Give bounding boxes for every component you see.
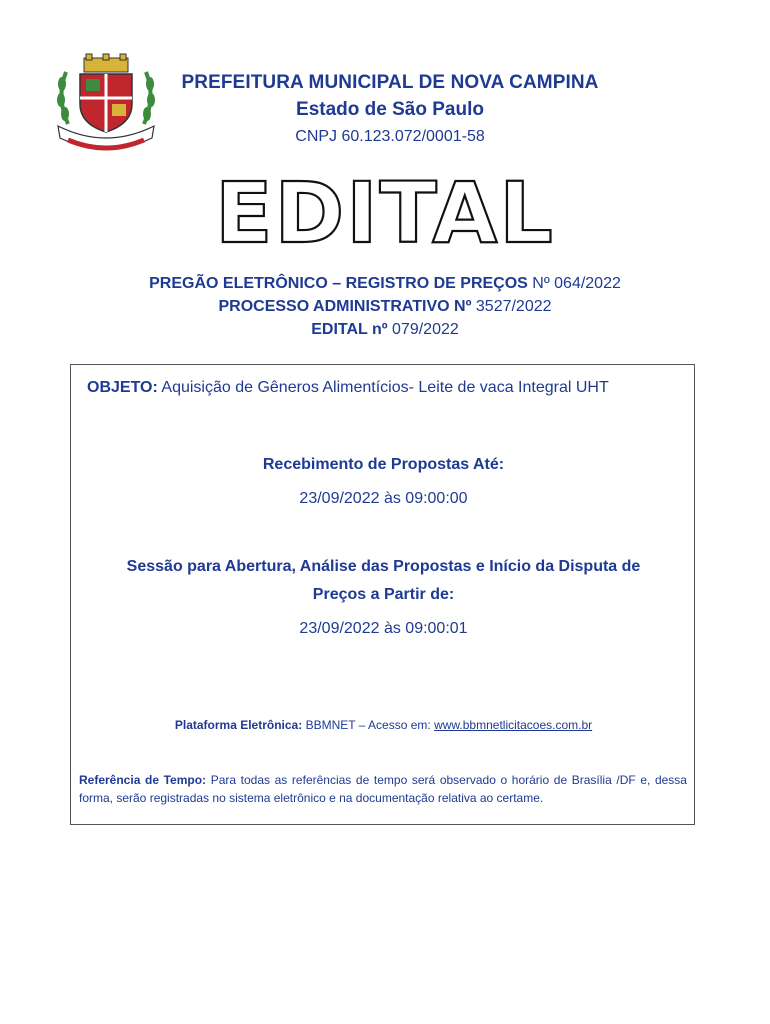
edital-label: EDITAL nº <box>311 321 388 338</box>
edital-line <box>80 318 690 341</box>
recebimento-label: Recebimento de Propostas Até: <box>262 456 505 473</box>
plataforma-text: BBMNET – Acesso em: <box>305 718 431 732</box>
municipal-crest-logo <box>52 52 160 152</box>
referencia-paragraph <box>79 771 687 807</box>
cnpj: CNPJ 60.123.072/0001-58 <box>295 128 485 145</box>
objeto-label: OBJETO: <box>87 379 158 396</box>
state-name: Estado de São Paulo <box>296 99 484 120</box>
document-title <box>205 170 565 250</box>
referencia-text: Para todas as referências de tempo será observado o horário de Brasília /DF e, dessa forma, serão registradas no sistema eletrônico e na documentação relativa ao certame. <box>79 773 687 805</box>
plataforma-label: Plataforma Eletrônica: <box>174 718 303 732</box>
sessao-label-line2: Preços a Partir de: <box>312 586 455 603</box>
pregao-line <box>80 272 690 295</box>
organization-name: PREFEITURA MUNICIPAL DE NOVA CAMPINA <box>181 72 599 93</box>
edital-summary-box <box>70 364 695 825</box>
pregao-number: Nº 064/2022 <box>532 275 621 292</box>
sessao-date: 23/09/2022 às 09:00:01 <box>299 620 468 637</box>
processo-number: 3527/2022 <box>475 298 552 315</box>
processo-line <box>80 295 690 318</box>
sessao-label-line1: Sessão para Abertura, Análise das Propostas e Início da Disputa de <box>126 558 641 575</box>
process-identification <box>80 272 690 341</box>
referencia-label: Referência de Tempo: <box>79 773 207 787</box>
plataforma-line <box>71 717 696 733</box>
header-block <box>160 70 620 149</box>
recebimento-date: 23/09/2022 às 09:00:00 <box>299 490 468 507</box>
processo-label: PROCESSO ADMINISTRATIVO Nº <box>218 298 472 315</box>
edital-number: 079/2022 <box>392 321 459 338</box>
pregao-label: PREGÃO ELETRÔNICO – REGISTRO DE PREÇOS <box>149 275 528 292</box>
bbmnet-link[interactable]: www.bbmnetlicitacoes.com.br <box>434 718 593 732</box>
objeto-text: Aquisição de Gêneros Alimentícios- Leite de vaca Integral UHT <box>161 379 609 396</box>
svg-text:EDITAL: EDITAL <box>215 170 555 250</box>
objeto-line <box>87 377 687 399</box>
